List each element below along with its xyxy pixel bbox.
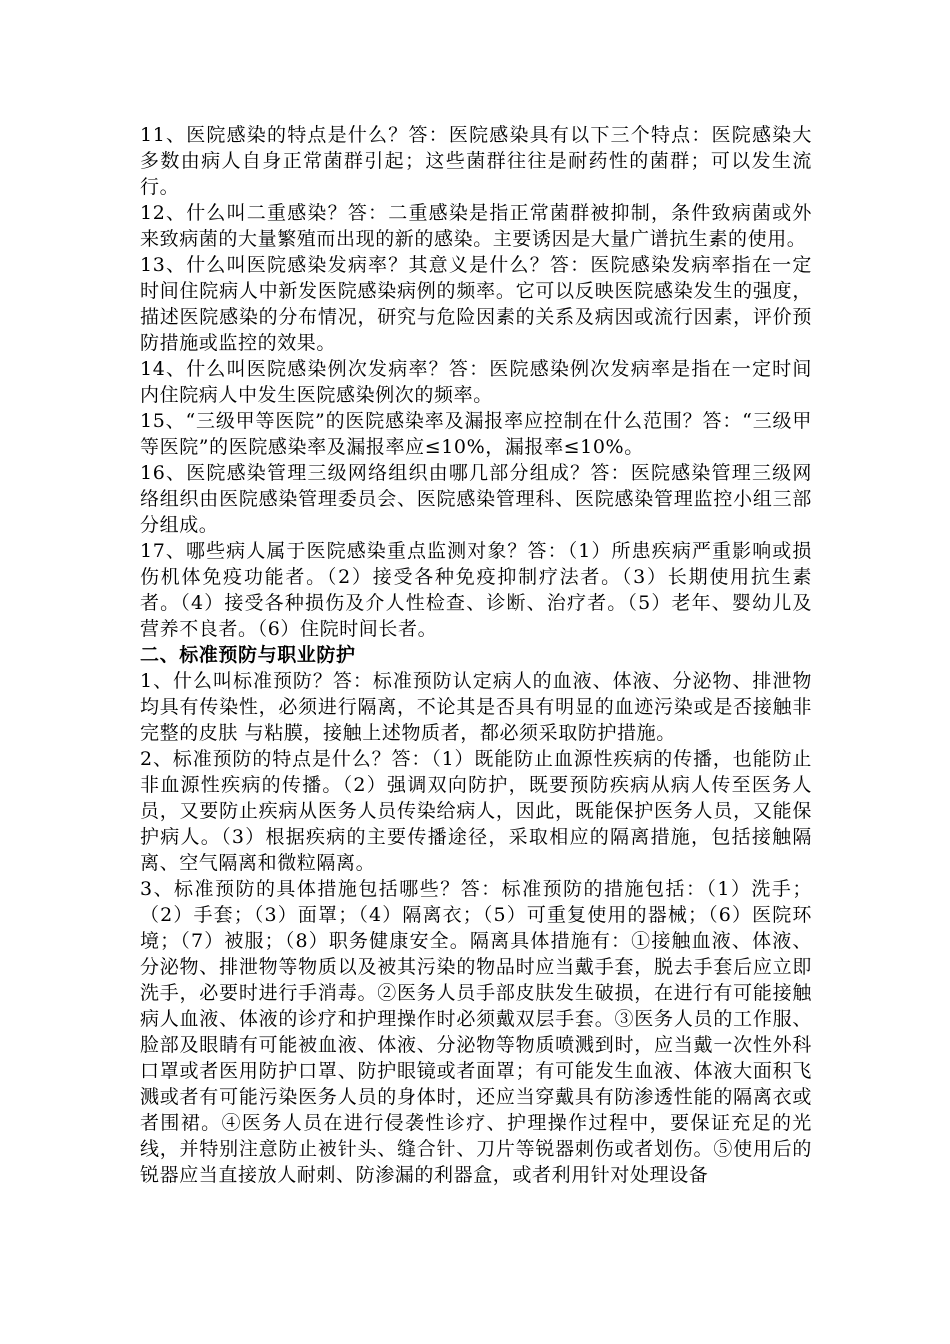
qa-paragraph-13: 13、什么叫医院感染发病率？其意义是什么？答：医院感染发病率指在一定时间住院病人中新发医院感染病例的频率。它可以反映医院感染发生的强度，描述医院感染的分布情况，研究与危险因素的关系及病因或流行因素，评价预防措施或监控的效果。 — [140, 254, 812, 354]
qa-paragraph-s3: 3、标准预防的具体措施包括哪些？答：标准预防的措施包括：（1）洗手；（2）手套；（3）面罩；（4）隔离衣；（5）可重复使用的器械；（6）医院环境；（7）被服；（8）职务健康安全。隔离具体措施有：①接触血液、体液、分泌物、排泄物等物质以及被其污染的物品时应当戴手套，脱去手套后应立即洗手，必要时进行手消毒。②医务人员手部皮肤发生破损，在进行有可能接触病人血液、体液的诊疗和护理操作时必须戴双层手套。③医务人员的工作服、脸部及眼睛有可能被血液、体液、分泌物等物质喷溅到时，应当戴一次性外科口罩或者医用防护口罩、防护眼镜或者面罩；有可能发生血液、体液大面积飞溅或者有可能污染医务人员的身体时，还应当穿戴具有防渗透性能的隔离衣或者围裙。④医务人员在进行侵袭性诊疗、护理操作过程中，要保证充足的光线，并特别注意防止被针头、缝合针、刀片等锐器刺伤或者划伤。⑤使用后的锐器应当直接放人耐刺、防渗漏的利器盒，或者利用针对处理设备 — [140, 878, 812, 1186]
qa-paragraph-15: 15、“三级甲等医院”的医院感染率及漏报率应控制在什么范围？答：“三级甲等医院”的医院感染率及漏报率应≤10%，漏报率≤10%。 — [140, 410, 812, 458]
section-heading: 二、标准预防与职业防护 — [140, 644, 356, 666]
qa-paragraph-12: 12、什么叫二重感染？答：二重感染是指正常菌群被抑制，条件致病菌或外来致病菌的大量繁殖而出现的新的感染。主要诱因是大量广谱抗生素的使用。 — [140, 202, 812, 250]
qa-paragraph-17: 17、哪些病人属于医院感染重点监测对象？答：（1）所患疾病严重影响或损伤机体免疫功能者。（2）接受各种免疫抑制疗法者。（3）长期使用抗生素者。（4）接受各种损伤及介人性检查、诊断、治疗者。（5）老年、婴幼儿及营养不良者。（6）住院时间长者。 — [140, 540, 812, 640]
qa-paragraph-s2: 2、标准预防的特点是什么？答：（1）既能防止血源性疾病的传播，也能防止非血源性疾病的传播。（2）强调双向防护，既要预防疾病从病人传至医务人员，又要防止疾病从医务人员传染给病人，因此，既能保护医务人员，又能保护病人。（3）根据疾病的主要传播途径，采取相应的隔离措施，包括接触隔离、空气隔离和微粒隔离。 — [140, 748, 812, 874]
document-body — [140, 122, 812, 1188]
qa-paragraph-16: 16、医院感染管理三级网络组织由哪几部分组成？答：医院感染管理三级网络组织由医院感染管理委员会、医院感染管理科、医院感染管理监控小组三部分组成。 — [140, 462, 812, 536]
qa-paragraph-14: 14、什么叫医院感染例次发病率？答：医院感染例次发病率是指在一定时间内住院病人中发生医院感染例次的频率。 — [140, 358, 812, 406]
qa-paragraph-11: 11、医院感染的特点是什么？答：医院感染具有以下三个特点：医院感染大多数由病人自身正常菌群引起；这些菌群往往是耐药性的菌群；可以发生流行。 — [140, 124, 812, 198]
qa-paragraph-s1: 1、什么叫标准预防？答：标准预防认定病人的血液、体液、分泌物、排泄物均具有传染性，必须进行隔离，不论其是否具有明显的血迹污染或是否接触非完整的皮肤 与粘膜，接触上述物质者，都必须采取防护措施。 — [140, 670, 812, 744]
